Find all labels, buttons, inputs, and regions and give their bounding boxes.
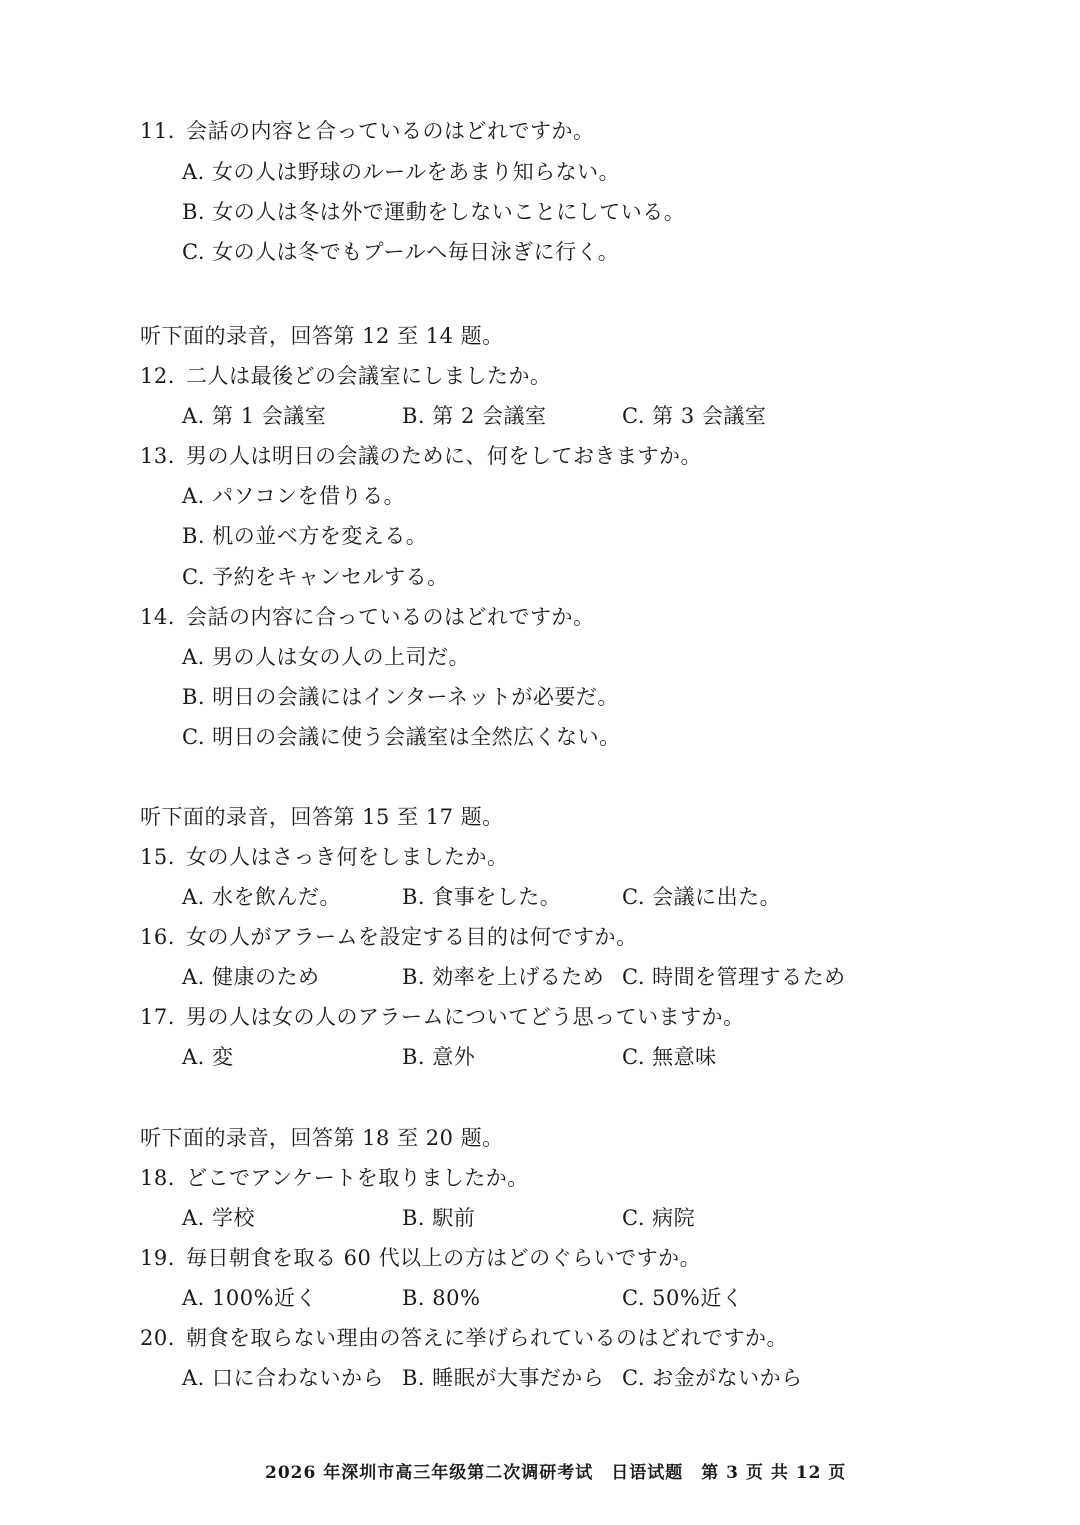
option-a: A. パソコンを借りる。 [182,484,406,508]
question-11 [140,117,595,145]
question-number: 14. [140,605,175,629]
option-b: B. 80% [402,1286,481,1310]
option-c: C. 無意味 [622,1045,717,1069]
option-c: C. 病院 [622,1206,696,1230]
question-text: 会話の内容に合っているのはどれですか。 [186,605,595,629]
section-instruction-18-20: 听下面的录音，回答第 18 至 20 题。 [140,1126,504,1150]
question-number: 19. [140,1246,175,1270]
question-12 [140,362,552,390]
question-number: 13. [140,444,175,468]
question-number: 15. [140,845,175,869]
option-c: C. 予約をキャンセルする。 [182,565,449,589]
question-18 [140,1164,529,1192]
option-a: A. 男の人は女の人の上司だ。 [182,645,471,669]
option-c: C. 時間を管理するため [622,965,846,989]
question-text: 毎日朝食を取る 60 代以上の方はどのぐらいですか。 [186,1246,702,1270]
question-text: 朝食を取らない理由の答えに挙げられているのはどれですか。 [186,1326,788,1350]
question-text: 会話の内容と合っているのはどれですか。 [186,119,595,143]
option-a: A. 口に合わないから [182,1366,385,1390]
question-number: 18. [140,1166,175,1190]
option-c: C. お金がないから [622,1366,803,1390]
option-a: A. 100%近く [182,1286,318,1310]
option-b: B. 明日の会議にはインターネットが必要だ。 [182,685,619,709]
question-number: 20. [140,1326,175,1350]
question-17 [140,1003,745,1031]
section-instruction-15-17: 听下面的录音，回答第 15 至 17 题。 [140,805,504,829]
page-footer: 2026 年深圳市高三年级第二次调研考试 日语试题 第 3 页 共 12 页 [265,1463,847,1483]
question-text: 男の人は明日の会議のために、何をしておきますか。 [186,444,702,468]
question-14 [140,603,595,631]
question-number: 11. [140,119,175,143]
option-b: B. 第 2 会議室 [402,404,547,428]
question-13 [140,442,702,470]
question-number: 17. [140,1005,175,1029]
option-c: C. 女の人は冬でもプールへ毎日泳ぎに行く。 [182,240,620,264]
question-number: 12. [140,364,175,388]
question-19 [140,1244,701,1272]
option-a: A. 第 1 会議室 [182,404,327,428]
question-text: どこでアンケートを取りましたか。 [186,1166,529,1190]
question-20 [140,1324,788,1352]
option-c: C. 明日の会議に使う会議室は全然広くない。 [182,725,621,749]
option-a: A. 女の人は野球のルールをあまり知らない。 [182,160,621,184]
option-b: B. 駅前 [402,1206,476,1230]
question-15 [140,843,509,871]
option-c: C. 第 3 会議室 [622,404,767,428]
option-b: B. 意外 [402,1045,476,1069]
option-c: C. 50%近く [622,1286,744,1310]
option-b: B. 効率を上げるため [402,965,605,989]
option-a: A. 変 [182,1045,234,1069]
option-a: A. 健康のため [182,965,320,989]
question-16 [140,923,638,951]
option-c: C. 会議に出た。 [622,885,782,909]
section-instruction-12-14: 听下面的录音，回答第 12 至 14 题。 [140,324,504,348]
option-b: B. 机の並べ方を変える。 [182,524,428,548]
question-number: 16. [140,925,175,949]
option-b: B. 食事をした。 [402,885,562,909]
option-a: A. 学校 [182,1206,256,1230]
question-text: 男の人は女の人のアラームについてどう思っていますか。 [186,1005,745,1029]
question-text: 二人は最後どの会議室にしましたか。 [186,364,552,388]
option-b: B. 女の人は冬は外で運動をしないことにしている。 [182,200,686,224]
option-a: A. 水を飲んだ。 [182,885,342,909]
question-text: 女の人がアラームを設定する目的は何ですか。 [186,925,638,949]
question-text: 女の人はさっき何をしましたか。 [186,845,509,869]
option-b: B. 睡眠が大事だから [402,1366,605,1390]
